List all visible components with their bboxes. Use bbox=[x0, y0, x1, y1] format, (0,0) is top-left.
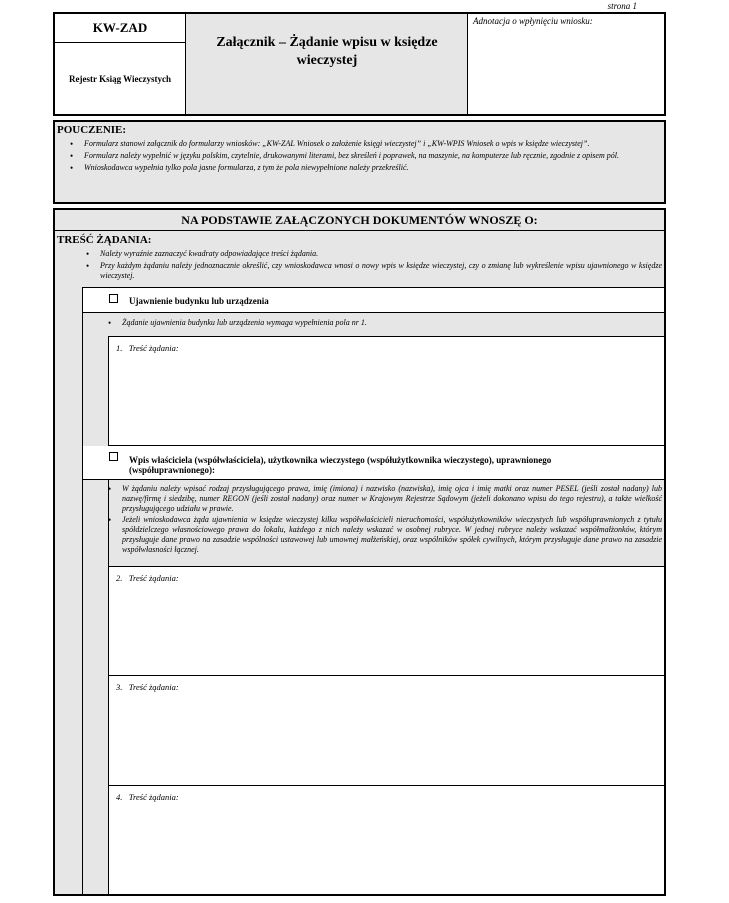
register-name: Rejestr Ksiąg Wieczystych bbox=[69, 74, 171, 84]
page-number: strona 1 bbox=[607, 1, 637, 11]
building-notes bbox=[100, 318, 660, 328]
instruction-list bbox=[62, 139, 660, 173]
instruction-item: • Formularz należy wypełnić w języku polskim, czytelnie, drukowanymi literami, bez skreśleń i poprawek, na maszynie, na komputerze lub ręcznie, zgodnie z opisem pól. bbox=[62, 151, 660, 161]
main-heading: NA PODSTAWIE ZAŁĄCZONYCH DOKUMENTÓW WNOSZĘ O: bbox=[181, 213, 538, 227]
field-3[interactable] bbox=[109, 676, 664, 786]
request-instruction-item: • Należy wyraźnie zaznaczyć kwadraty odpowiadające treści żądania. bbox=[78, 249, 662, 259]
owner-checkbox[interactable] bbox=[109, 452, 118, 461]
owner-note: • W żądaniu należy wpisać rodzaj przysługującego prawa, imię (imiona) i nazwisko (nazwiska), imię ojca i imię matki oraz numer PESEL (jeśli został nadany) lub nazwę/firmę i siedzibę, numer REGON (jeśli został nadany) oraz numer w Krajowym Rejestrze Sądowym (jeżeli dokonano wpisu do tego rejestru), a także wielkość przysługującego udziału w prawie. bbox=[100, 484, 662, 514]
form-title-line1: Załącznik – Żądanie wpisu w księdze bbox=[216, 35, 438, 50]
field-2-label: 2. Treść żądania: bbox=[116, 573, 179, 583]
divider bbox=[55, 230, 664, 231]
instruction-title: POUCZENIE: bbox=[57, 124, 127, 136]
field-2[interactable] bbox=[109, 566, 664, 676]
instruction-item: • Formularz stanowi załącznik do formularzy wniosków: „KW-ZAL Wniosek o założenie księgi wieczystej” i „KW-WPIS Wniosek o wpis w księdze wieczystej”. bbox=[62, 139, 660, 149]
form-code: KW-ZAD bbox=[92, 20, 148, 35]
form-title-line2: wieczystej bbox=[296, 53, 358, 68]
owner-label: Wpis właściciela (współwłaściciela), użytkownika wieczystego (współużytkownika wieczystego), uprawnionego (współuprawnionego): bbox=[129, 455, 552, 475]
field-3-label: 3. Treść żądania: bbox=[116, 682, 179, 692]
owner-notes bbox=[100, 484, 662, 555]
building-note: • Żądanie ujawnienia budynku lub urządzenia wymaga wypełnienia pola nr 1. bbox=[100, 318, 660, 328]
receipt-note: Adnotacja o wpłynięciu wniosku: bbox=[473, 16, 593, 26]
form-title bbox=[188, 34, 466, 70]
building-checkbox[interactable] bbox=[109, 294, 118, 303]
field-1-label: 1. Treść żądania: bbox=[116, 343, 179, 353]
divider bbox=[82, 287, 83, 894]
request-instructions bbox=[78, 249, 662, 281]
instruction-item: • Wnioskodawca wypełnia tylko pola jasne formularza, z tym że pola niewypełnione należy przekreślić. bbox=[62, 163, 660, 173]
field-1[interactable] bbox=[109, 336, 664, 446]
request-instruction-item: • Przy każdym żądaniu należy jednoznacznie określić, czy wnioskodawca wnosi o nowy wpis w księdze wieczystej, czy o zmianę lub wykreślenie wpisu ujawnionego w księdze wieczystej. bbox=[78, 261, 662, 281]
building-label: Ujawnienie budynku lub urządzenia bbox=[129, 296, 269, 306]
field-4[interactable] bbox=[109, 786, 664, 894]
owner-note: • Jeżeli wnioskodawca żąda ujawnienia w księdze wieczystej kilku współwłaścicieli nieruchomości, współużytkowników wieczystych lub współuprawnionych z tytułu spółdzielczego własnościowego prawa do lokalu, każdego z nich należy wskazać w osobnej rubryce. W jednej rubryce należy wskazać współmałżonków, którym przysługuje dane prawo na zasadzie wspólności ustawowej lub umownej małżeńskiej, oraz wspólników spółek cywilnych, którym przysługuje dane prawo na zasadzie współwłasności łącznej. bbox=[100, 515, 662, 555]
request-title: TREŚĆ ŻĄDANIA: bbox=[57, 234, 152, 246]
divider bbox=[467, 14, 468, 114]
field-4-label: 4. Treść żądania: bbox=[116, 792, 179, 802]
